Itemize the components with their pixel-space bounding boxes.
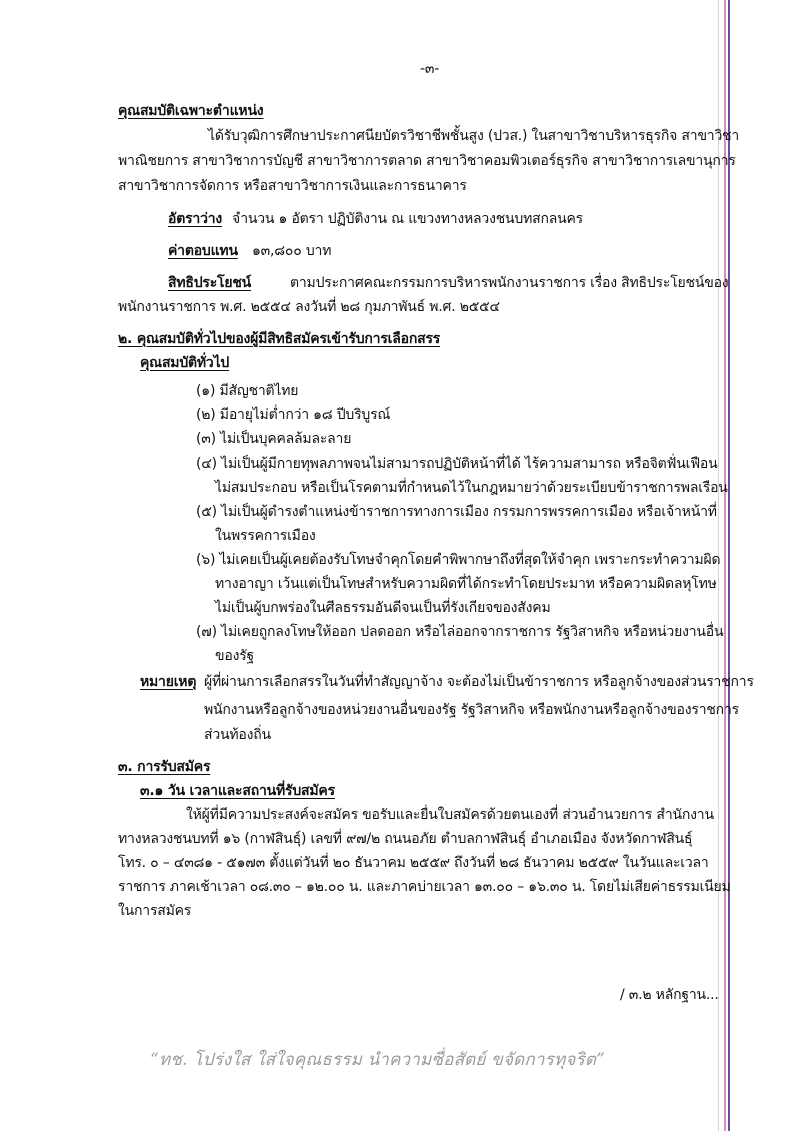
application-line-4: ราชการ ภาคเช้าเวลา ๐๘.๓๐ – ๑๒.๐๐ น. และภาคบ่ายเวลา ๑๓.๐๐ – ๑๖.๓๐ น. โดยไม่เสียค่าธรรมเนียม (118, 879, 731, 895)
application-line-3: โทร. ๐ – ๔๓๘๑ - ๕๑๗๓ ตั้งแต่วันที่ ๒๐ ธันวาคม ๒๕๕๙ ถึงวันที่ ๒๘ ธันวาคม ๒๕๕๙ ในวันและเวลา (118, 855, 709, 871)
general-item-2: (๒) มีอายุไม่ต่ำกว่า ๑๘ ปีบริบูรณ์ (196, 407, 391, 423)
general-item-1: (๑) มีสัญชาติไทย (196, 383, 299, 399)
position-qualifications-heading: คุณสมบัติเฉพาะตำแหน่ง (118, 103, 264, 119)
general-item-6-cont-1: ทางอาญา เว้นแต่เป็นโทษสำหรับความผิดที่ได้กระทำโดยประมาท หรือความผิดลหุโทษ (215, 576, 717, 592)
section2-subheading: คุณสมบัติทั่วไป (140, 355, 230, 371)
general-item-4: (๔) ไม่เป็นผู้มีกายทุพลภาพจนไม่สามารถปฏิบัติหน้าที่ได้ ไร้ความสามารถ หรือจิตฟั่นเฟือน (196, 456, 718, 472)
page-number: -๓- (420, 61, 440, 77)
note-line-3: ส่วนท้องถิ่น (204, 727, 271, 743)
qualification-line-1: ได้รับวุฒิการศึกษาประกาศนียบัตรวิชาชีพชั้นสูง (ปวส.) ในสาขาวิชาบริหารธุรกิจ สาขาวิชา (208, 128, 740, 144)
general-item-6: (๖) ไม่เคยเป็นผู้เคยต้องรับโทษจำคุกโดยคำพิพากษาถึงที่สุดให้จำคุก เพราะกระทำความผิด (196, 552, 721, 568)
note-line-2: พนักงานหรือลูกจ้างของหน่วยงานอื่นของรัฐ รัฐวิสาหกิจ หรือพนักงานหรือลูกจ้างของราชการ (204, 702, 739, 718)
pay-label: ค่าตอบแทน (168, 243, 238, 259)
benefit-line-1: ตามประกาศคณะกรรมการบริหารพนักงานราชการ เรื่อง สิทธิประโยชน์ของ (290, 275, 729, 291)
benefit-label: สิทธิประโยชน์ (168, 275, 252, 291)
general-item-6-cont-2: ไม่เป็นผู้บกพร่องในศีลธรรมอันดีจนเป็นที่รังเกียจของสังคม (215, 600, 551, 616)
section3-heading: ๓. การรับสมัคร (118, 759, 211, 775)
note-line-1: ผู้ที่ผ่านการเลือกสรรในวันที่ทำสัญญาจ้าง จะต้องไม่เป็นข้าราชการ หรือลูกจ้างของส่วนราชการ (204, 674, 754, 690)
general-item-7: (๗) ไม่เคยถูกลงโทษให้ออก ปลดออก หรือไล่ออกจากราชการ รัฐวิสาหกิจ หรือหน่วยงานอื่น (196, 624, 724, 640)
benefit-line-2: พนักงานราชการ พ.ศ. ๒๕๕๔ ลงวันที่ ๒๘ กุมภาพันธ์ พ.ศ. ๒๕๕๔ (118, 299, 500, 315)
general-item-4-cont: ไม่สมประกอบ หรือเป็นโรคตามที่กำหนดไว้ในกฎหมายว่าด้วยระเบียบข้าราชการพลเรือน (215, 480, 728, 496)
general-item-5: (๕) ไม่เป็นผู้ดำรงตำแหน่งข้าราชการทางการเมือง กรรมการพรรคการเมือง หรือเจ้าหน้าที่ (196, 504, 717, 520)
continuation-note: / ๓.๒ หลักฐาน... (620, 987, 719, 1003)
section2-heading: ๒. คุณสมบัติทั่วไปของผู้มีสิทธิสมัครเข้ารับการเลือกสรร (118, 331, 441, 347)
section3-subheading: ๓.๑ วัน เวลาและสถานที่รับสมัคร (140, 783, 335, 799)
general-item-3: (๓) ไม่เป็นบุคคลล้มละลาย (196, 431, 352, 447)
qualification-line-2: พาณิชยการ สาขาวิชาการบัญชี สาขาวิชาการตลาด สาขาวิชาคอมพิวเตอร์ธุรกิจ สาขาวิชาการเลขานุการ (118, 153, 736, 169)
general-item-5-cont: ในพรรคการเมือง (215, 528, 316, 544)
rate-label: อัตราว่าง (168, 211, 223, 227)
application-line-5: ในการสมัคร (118, 903, 192, 919)
application-line-2: ทางหลวงชนบทที่ ๑๖ (กาฬสินธุ์) เลขที่ ๙๗/๒ ถนนอภัย ตำบลกาฬสินธุ์ อำเภอเมือง จังหวัดกาฬสินธุ์ (118, 831, 693, 847)
note-label: หมายเหตุ (140, 674, 197, 690)
general-item-7-cont: ของรัฐ (215, 648, 255, 664)
qualification-line-3: สาขาวิชาการจัดการ หรือสาขาวิชาการเงินและการธนาคาร (118, 178, 467, 194)
pay-value: ๑๓,๘๐๐ บาท (252, 243, 332, 259)
footer-motto: “ทช. โปร่งใส ใส่ใจคุณธรรม นำความซื่อสัตย์ ขจัดการทุจริต” (150, 1050, 605, 1070)
application-line-1: ให้ผู้ที่มีความประสงค์จะสมัคร ขอรับและยื่นใบสมัครด้วยตนเองที่ ส่วนอำนวยการ สำนักงาน (186, 807, 714, 823)
rate-value: จำนวน ๑ อัตรา ปฏิบัติงาน ณ แขวงทางหลวงชนบทสกลนคร (232, 211, 583, 227)
